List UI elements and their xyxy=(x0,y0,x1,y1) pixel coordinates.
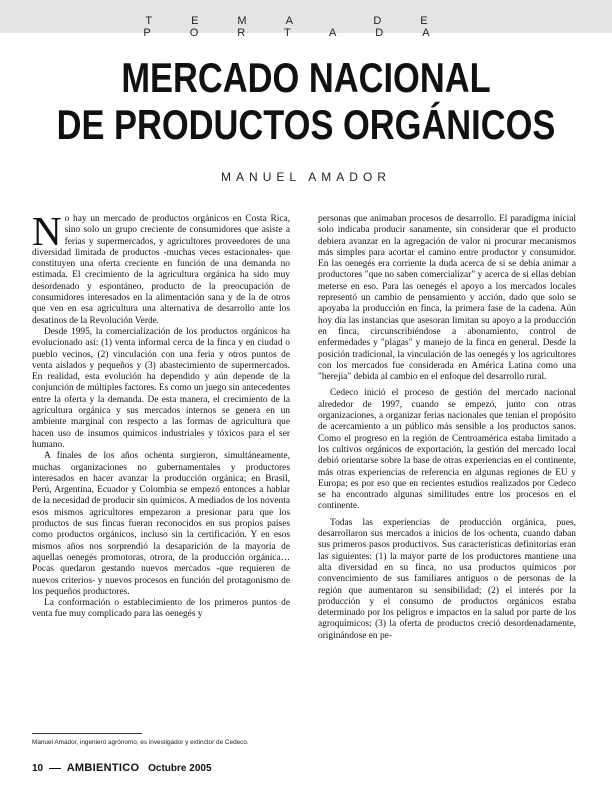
page-footer xyxy=(32,762,212,776)
paragraph: A finales de los años ochenta surgieron, simultáneamente, muchas organizaciones no gubernamentales y productores interesados en hacer avanzar la producción orgánica; en Brasil, Perú, Argentina, Ecuador y Colombia se empezó entonces a hablar de la necesidad de producir sin químicos. A mediados de los noventa esos mismos agricultores empezaron a presionar para que los productos de sus fincas fueran reconocidos en sus propios países como productos orgánicos, incluso sin la certificación. Y en esos mismos años nos sorprendió la desaparición de la mayoría de aquellas oenegés promotoras, otrora, de la producción orgánica… Pocas quedaron gestando nuevos mercados -que requieren de nuevos criterios- y nuevos procesos en función del protagonismo de los pequeños productores. xyxy=(32,451,290,597)
author-footnote: Manuel Amador, ingeniero agrónomo, es investigador y extinctor de Cedeco. xyxy=(32,739,249,746)
column-right xyxy=(318,214,576,642)
paragraph: La conformación o establecimiento de los primeros puntos de venta fue muy complicado para las oenegés y xyxy=(32,598,290,620)
footnote-rule xyxy=(32,733,142,734)
article-title-line-2: DE PRODUCTOS ORGÁNICOS xyxy=(56,101,556,148)
paragraph: Desde 1995, la comercialización de los productos orgánicos ha evolucionado así: (1) venta informal cerca de la finca y en ciudad o pueblo vecinos, (2) vinculación con una feria y otros puntos de venta aislados y pequeños y (3) abastecimiento de supermercados. En realidad, esta evolución ha dependido y aún depende de la conjunción de múltiples factores. Es como un juego sin antecedentes entre la oferta y la demanda. De esta manera, el crecimiento de la agricultura orgánica y sus mercados internos se genera en un ambiente marginal con respecto a las formas de agricultura que hacen uso de insumos químicos industriales y tóxicos para el ser humano. xyxy=(32,326,290,450)
article-title-line-1: MERCADO NACIONAL xyxy=(121,54,491,101)
page-number: 10 xyxy=(32,762,44,774)
paragraph: Todas las experiencias de producción orgánica, pues, desarrollaron sus mercados a inicios de los ochenta, cuando daban sus primeros pasos productivos. Sus características definitorias eran las siguientes: (1) la mayor parte de los productores mantiene una alta diversidad en su finca, no usa productos químicos por convencimiento de sus familiares antiguos o de personas de la región que aumentaron su sensibilidad; (2) el interés por la producción y el consumo de productos orgánicos estaba determinado por los peligros e impactos en la salud por parte de los agroquímicos; (3) la oferta de productos creció desordenadamente, originándose en pe- xyxy=(318,517,576,641)
paragraph: personas que animaban procesos de desarrollo. El paradigma inicial solo indicaba producir sanamente, sin considerar que el producto debiera avanzar en la agregación de valor ni procurar mecanismos más simples para acortar el camino entre productor y consumidor. En las oenegés era corriente la duda acerca de si se debía animar a productores "que no saben comercializar" y acerca de si ellas debían meterse en eso. Para las oenegés el apoyo a los mercados locales representó un cambio de pensamiento y acción, dado que solo se apoyaba la producción en finca, la primera fase de la cadena. Aún hoy día las instancias que asesoran limitan su apoyo a la producción en finca, circunscribiéndose a abonamiento, control de enfermedades y "plagas" y manejo de la finca en general. Desde la posición tradicional, la vinculación de las oenegés y los agricultores con los mercados fue considerada en América Latina como una "herejía" debida al cambio en el enfoque del desarrollo rural. xyxy=(318,214,576,383)
magazine-name: AMBIENTICO xyxy=(66,762,140,774)
issue-date: Octubre 2005 xyxy=(148,762,212,774)
footer-dash xyxy=(49,768,61,769)
paragraph-text: o hay un mercado de productos orgánicos en Costa Rica, sino solo un grupo creciente de consumidores que asiste a ferias y supermercados, y agricultores proveedores de una diversidad limitada de productos -muchas veces estacionales- que constituyen una oferta creciente en función de una demanda no estimada. El crecimiento de la agricultura orgánica ha sido muy desordenado y espontáneo, producto de la preocupación de consumidores interesados en la alimentación sana y de la de otros que ven en esa agricultura una alternativa de desarrollo ante los desatinos de la Revolución Verde. xyxy=(32,214,290,326)
paragraph xyxy=(32,208,290,327)
section-label: TEMA DE PORTADA xyxy=(143,15,469,39)
column-left xyxy=(32,208,290,621)
article-author: MANUEL AMADOR xyxy=(221,170,391,184)
paragraph: Cedeco inició el proceso de gestión del mercado nacional alrededor de 1997, cuando se empezó, junto con otras organizaciones, a organizar ferias nacionales que tenían el propósito de acercamiento a un público más sensible a los productos sanos. Como el progreso en la región de Centroamérica estaba limitado a los cultivos orgánicos de exportación, la gestión del mercado local debió orientarse sobre la base de otras experiencias en el continente, más otras experiencias de referencia en algunas regiones de EU y Europa; es por eso que en recientes estudios realizados por Cedeco se ha encontrado algunas similitudes entre los procesos en el continente. xyxy=(318,388,576,512)
drop-cap: N xyxy=(32,208,62,254)
